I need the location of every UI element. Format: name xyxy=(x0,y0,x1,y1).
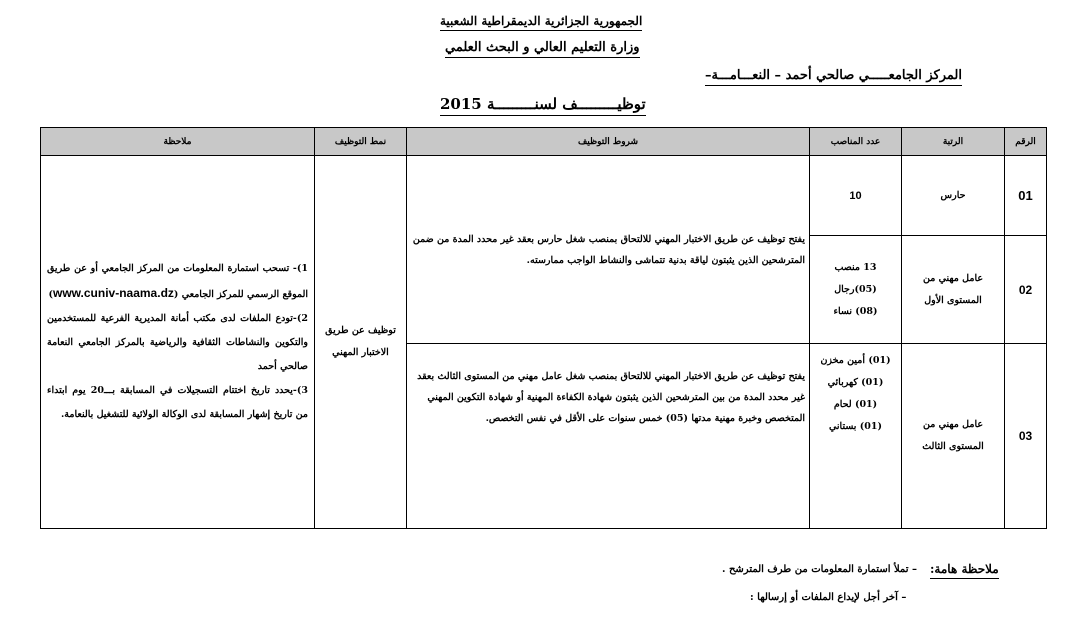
important-note-item: – تملأ استمارة المعلومات من طرف المترشح . xyxy=(722,564,917,575)
column-header-mode: نمط التوظيف xyxy=(315,128,407,156)
notes-cell xyxy=(41,156,315,529)
document-title: توظيـــــــــف لسنـــــــــة 2015 xyxy=(440,95,646,116)
row-number: 03 xyxy=(1005,344,1047,529)
column-header-rank: الرتبة xyxy=(902,128,1005,156)
row-rank: عامل مهني من المستوى الثالث xyxy=(902,344,1005,529)
positions-line: (01) بستاني xyxy=(829,421,882,432)
row-positions xyxy=(810,156,902,236)
positions-line: (08) نساء xyxy=(833,305,878,317)
note-1-end: ) xyxy=(48,289,53,300)
note-2: 2)-تودع الملفات لدى مكتب أمانة المديرية الفرعية للمستخدمين والتكوين والنشاطات الثقافية والرياضية بالمركز الجامعي النعامة صالحي أحمد xyxy=(47,313,308,372)
row-positions xyxy=(810,236,902,344)
row-number: 02 xyxy=(1005,236,1047,344)
note-3: 3)-يحدد تاريخ اختتام التسجيلات في المسابقة بـــ20 يوم ابتداء من تاريخ إشهار المسابقة لدى الوكالة الولائية للتشغيل بالنعامة. xyxy=(47,385,308,420)
column-header-number: الرقم xyxy=(1005,128,1047,156)
mode-cell: توظيف عن طريق الاختبار المهني xyxy=(315,156,407,529)
important-note-item: – آخر أجل لإيداع الملفات أو إرسالها : xyxy=(750,592,907,603)
conditions-cell: يفتح توظيف عن طريق الاختبار المهني للالتحاق بمنصب شغل عامل مهني من المستوى الثالث بعقد غير محدد المدة من بين المترشحين الذين يثبتون شهادة الكفاءة المهنية أو شهادة التكوين المهني المتخصص وخبرة مهنية مدتها (05) خمس سنوات على الأقل في نفس التخصص. xyxy=(407,344,810,529)
table-row xyxy=(41,156,1047,236)
positions-line: (01) لحام xyxy=(833,399,878,410)
note-1: 1)- تسحب استمارة المعلومات من المركز الجامعي أو عن طريق الموقع الرسمي للمركز الجامعي ( xyxy=(47,263,308,300)
column-header-positions: عدد المناصب xyxy=(810,128,902,156)
positions-line: (01) أمين مخزن xyxy=(820,355,891,366)
important-note-label: ملاحظة هامة: xyxy=(930,562,999,579)
positions-line: 13 منصب xyxy=(834,261,877,273)
row-number: 01 xyxy=(1005,156,1047,236)
website-link[interactable]: www.cuniv-naama.dz xyxy=(52,286,174,300)
positions-line: 10 xyxy=(849,189,862,202)
positions-line: (01) كهربائي xyxy=(827,377,884,388)
center-heading: المركز الجامعـــــي صالحي أحمد – النعـــامـــة– xyxy=(705,68,962,86)
table-header-row xyxy=(41,128,1047,156)
row-rank: حارس xyxy=(902,156,1005,236)
column-header-conditions: شروط التوظيف xyxy=(407,128,810,156)
conditions-cell: يفتح توظيف عن طريق الاختبار المهني للالتحاق بمنصب شغل حارس بعقد غير محدد المدة من ضمن المترشحين الذين يثبتون لياقة بدنية تتماشى والنشاط الواجب ممارسته. xyxy=(407,156,810,344)
row-positions xyxy=(810,344,902,529)
row-rank: عامل مهني من المستوى الأول xyxy=(902,236,1005,344)
republic-heading: الجمهورية الجزائرية الديمقراطية الشعبية xyxy=(440,14,642,31)
positions-line: (05)رجال xyxy=(834,283,877,295)
recruitment-table xyxy=(40,127,1047,529)
column-header-notes: ملاحظة xyxy=(41,128,315,156)
ministry-heading: وزارة التعليم العالي و البحث العلمي xyxy=(445,40,640,58)
